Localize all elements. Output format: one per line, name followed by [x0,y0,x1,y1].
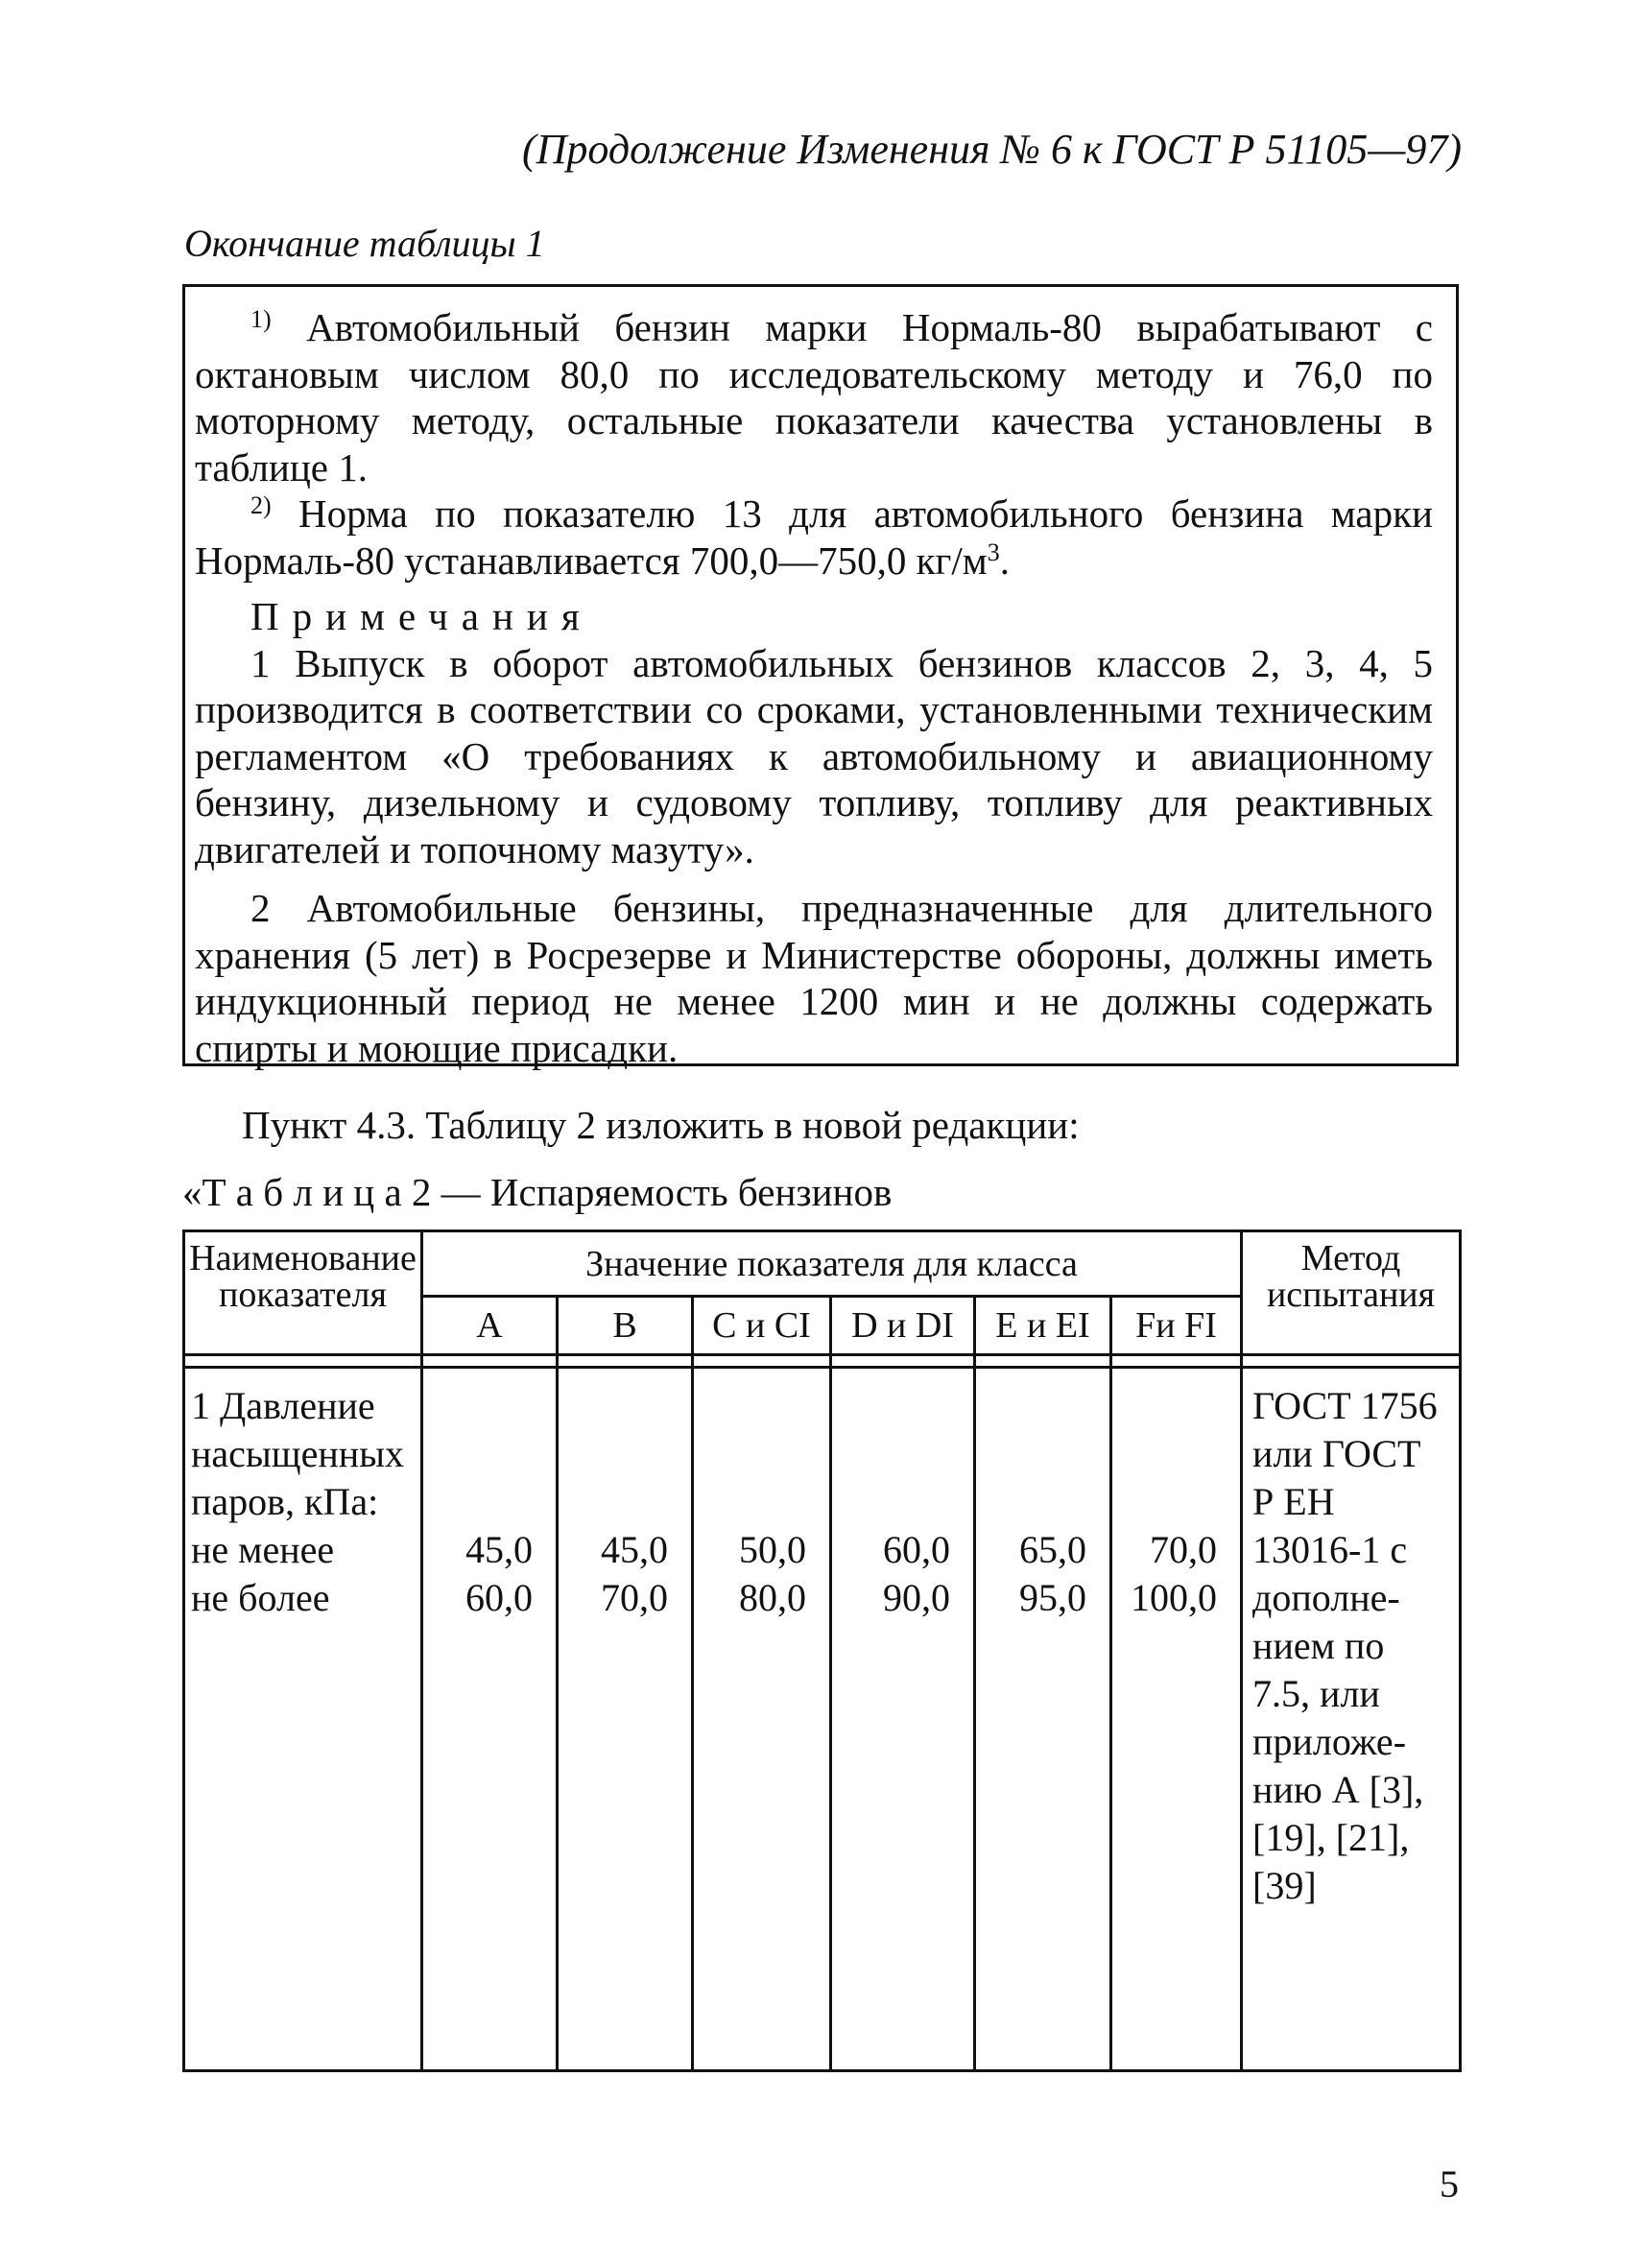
indicator-name-line: 1 Давление [191,1384,375,1427]
max-value: 100,0 [1131,1576,1218,1619]
table2-title: «Т а б л и ц а 2 — Испаряемость бензинов [182,1170,893,1214]
notes-title: Примечания [250,594,593,638]
footnote-1-text: Автомобильный бензин марки Нормаль-80 вырабатывают с октановым числом 80,0 по исследовательскому методу и 76,0 по моторному методу, остальные показатели качества установлены в таблице 1. [195,305,1433,489]
header-value-by-class: Значение показателя для класса [422,1231,1242,1297]
method-line: нием по [1252,1624,1385,1667]
min-value: 45,0 [465,1528,533,1571]
indicator-name-line: не более [191,1576,330,1619]
value-cell-class-e [975,1368,1111,2071]
instruction-text: Пункт 4.3. Таблицу 2 изложить в новой редакции: [242,1103,1080,1147]
indicator-name-line: паров, кПа: [191,1480,379,1523]
header-indicator-name [184,1231,422,1355]
class-header: B [558,1297,693,1355]
max-value: 95,0 [1019,1576,1086,1619]
method-line: дополне- [1252,1576,1400,1619]
indicator-name-cell [184,1368,422,2071]
min-value: 45,0 [601,1528,668,1571]
table1-footnotes-box [182,284,1459,1070]
class-header: A [422,1297,558,1355]
min-value: 60,0 [883,1528,950,1571]
max-value: 80,0 [739,1576,806,1619]
method-line: нию А [3], [1252,1768,1424,1811]
value-cell-class-c [693,1368,831,2071]
table1-end-caption: Окончание таблицы 1 [184,222,545,265]
header-name-line-1: Наименование [189,1238,417,1278]
footnote-2-text: Норма по показателю 13 для автомобильного бензина марки Нормаль-80 устанавливается 700,0—750,0 кг/м [195,491,1433,583]
min-value: 65,0 [1019,1528,1086,1571]
class-header: E и EI [975,1297,1111,1355]
note-1: 1 Выпуск в оборот автомобильных бензинов классов 2, 3, 4, 5 производится в соответствии со сроками, установленными техническим регламентом «О требованиях к автомобильному и авиационному бензину, дизельному и судовому топливу, топливу для реактивных двигателей и топочному мазуту». [195,640,1433,871]
value-cell-class-b [558,1368,693,2071]
header-double-rule [184,1355,1461,1368]
table-row [184,1368,1461,2071]
method-line: Р ЕН [1252,1480,1335,1523]
max-value: 90,0 [883,1576,950,1619]
footnote-2-marker: 2) [250,491,272,519]
footnote-1-marker: 1) [250,305,272,333]
min-value: 70,0 [1150,1528,1218,1571]
value-cell-class-f [1111,1368,1242,2071]
note-2: 2 Автомобильные бензины, предназначенные для длительного хранения (5 лет) в Росрезерве и Министерстве обороны, должны иметь индукционный период не менее 1200 мин и не должны содержать спирты и моющие присадки. [195,886,1433,1070]
method-line: [19], [21], [1252,1816,1410,1859]
page-number: 5 [1440,2162,1459,2206]
header-method-line-2: испытания [1266,1275,1436,1315]
value-cell-class-a [422,1368,558,2071]
method-line: 13016-1 с [1252,1528,1408,1571]
method-line: или ГОСТ [1252,1432,1421,1475]
max-value: 60,0 [465,1576,533,1619]
method-line: ГОСТ 1756 [1252,1384,1438,1427]
footnote-2-end: . [999,537,1010,583]
cubic-superscript: 3 [987,537,1000,566]
method-line: приложе- [1252,1720,1407,1763]
class-header: C и CI [693,1297,831,1355]
header-name-line-2: показателя [219,1275,387,1315]
indicator-name-line: насыщенных [191,1432,405,1475]
class-header: Fи FI [1111,1297,1242,1355]
class-header: D и DI [831,1297,975,1355]
value-cell-class-d [831,1368,975,2071]
max-value: 70,0 [601,1576,668,1619]
indicator-name-line: не менее [191,1528,335,1571]
min-value: 50,0 [739,1528,806,1571]
method-line: [39] [1252,1864,1317,1907]
test-method-cell [1242,1368,1461,2071]
footnote-2 [195,490,1433,584]
header-test-method [1242,1231,1461,1355]
footnote-1 [195,304,1433,490]
method-line: 7.5, или [1252,1672,1380,1715]
continuation-header: (Продолжение Изменения № 6 к ГОСТ Р 51105—97) [521,126,1462,173]
table2 [182,1229,1462,2072]
header-method-line-1: Метод [1300,1238,1401,1278]
